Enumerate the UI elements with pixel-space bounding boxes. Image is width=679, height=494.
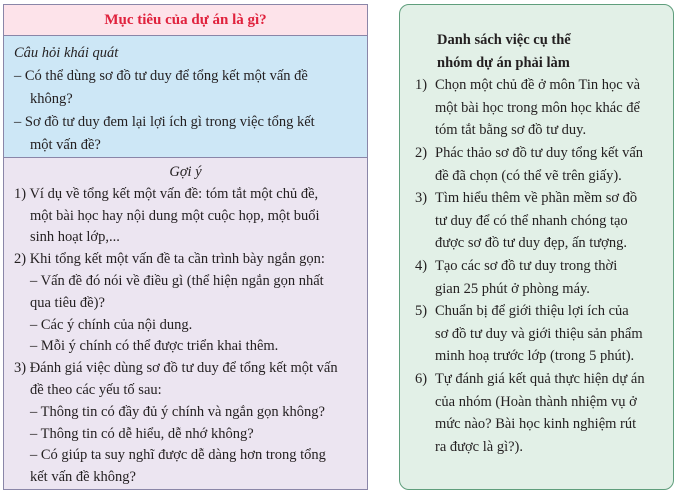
task-1-line-3: tóm tắt bằng sơ đồ tư duy. (435, 122, 587, 139)
question-2-line-1: – Sơ đồ tư duy đem lại lợi ích gì trong việc tổng kết (14, 114, 315, 130)
task-6-line-2: của nhóm (Hoàn thành nhiệm vụ ở (435, 393, 637, 410)
questions-heading: Câu hỏi khái quát (14, 45, 119, 61)
task-list-heading-line-1: Danh sách việc cụ thể (437, 32, 571, 48)
task-4-line-2: gian 25 phút ở phòng máy. (435, 280, 590, 297)
question-1-line-2: không? (30, 91, 73, 107)
task-item-number: 1) (415, 77, 428, 94)
task-item (415, 187, 663, 255)
hint-2-line-1: 2) Khi tổng kết một vấn đề ta cần trình bày ngắn gọn: (14, 251, 325, 268)
task-item-number: 6) (415, 370, 428, 387)
task-3-line-1: Tìm hiểu thêm về phần mềm sơ đồ (435, 190, 638, 207)
task-list-heading-line-2: nhóm dự án phải làm (437, 54, 570, 71)
hint-3-line-3: – Thông tin có đầy đủ ý chính và ngắn gọn không? (30, 403, 325, 420)
task-5-line-1: Chuẩn bị để giới thiệu lợi ích của (435, 303, 629, 320)
objectives-panel (3, 4, 368, 490)
task-item-number: 4) (415, 257, 428, 274)
hint-3-line-4: – Thông tin có dễ hiểu, dễ nhớ không? (30, 425, 254, 442)
task-1-line-2: một bài học trong môn học khác để (435, 99, 640, 116)
hint-3-line-6: kết vấn đề không? (30, 469, 136, 486)
objectives-title-box (4, 5, 367, 36)
hint-2-line-5: – Mỗi ý chính có thể được triển khai thêm. (30, 338, 279, 355)
hint-2-line-2: – Vấn đề đó nói về điều gì (thể hiện ngắn gọn nhất (30, 272, 324, 289)
task-4-line-1: Tạo các sơ đồ tư duy trong thời (435, 257, 618, 274)
task-5-line-3: minh hoạ trước lớp (trong 5 phút). (435, 348, 635, 365)
hint-2-line-3: qua tiêu đề)? (30, 294, 105, 311)
task-6-line-4: ra được là gì?). (435, 438, 523, 455)
task-3-line-3: được sơ đồ tư duy đẹp, ấn tượng. (435, 235, 627, 252)
objectives-title: Mục tiêu của dự án là gì? (104, 11, 267, 28)
task-item (415, 368, 663, 458)
hints-heading: Gợi ý (169, 164, 202, 180)
task-item (415, 255, 663, 300)
hint-3-line-2: đề theo các yếu tố sau: (30, 381, 162, 398)
hint-1-line-1: 1) Ví dụ về tổng kết một vấn đề: tóm tắt một chủ đề, (14, 185, 319, 202)
hint-1-line-3: sinh hoạt lớp,... (30, 229, 120, 246)
task-list-panel (399, 4, 674, 490)
task-item (415, 300, 663, 368)
task-item (415, 142, 663, 187)
task-item-number: 3) (415, 190, 428, 207)
hint-1-line-2: một bài học hay nội dung một cuộc họp, một buổi (30, 207, 320, 224)
task-2-line-1: Phác thảo sơ đồ tư duy tổng kết vấn (435, 144, 644, 161)
task-1-line-1: Chọn một chủ đề ở môn Tin học và (435, 77, 641, 94)
task-5-line-2: sơ đồ tư duy và giới thiệu sản phẩm (435, 325, 643, 342)
hint-3-line-1: 3) Đánh giá việc dùng sơ đồ tư duy để tổng kết một vấn (14, 360, 338, 377)
task-item-number: 2) (415, 144, 428, 161)
task-item (415, 74, 663, 142)
task-2-line-2: đề đã chọn (có thể vẽ trên giấy). (435, 167, 622, 184)
task-item-number: 5) (415, 303, 428, 320)
task-6-line-1: Tự đánh giá kết quả thực hiện dự án (435, 370, 645, 387)
question-1-line-1: – Có thể dùng sơ đồ tư duy để tổng kết một vấn đề (14, 68, 308, 84)
task-3-line-2: tư duy để có thể nhanh chóng tạo (435, 212, 628, 229)
hint-2-line-4: – Các ý chính của nội dung. (30, 316, 193, 333)
question-2-line-2: một vấn đề? (30, 137, 101, 153)
general-questions-box (4, 36, 367, 158)
hints-box (4, 158, 367, 489)
task-6-line-3: mức nào? Bài học kinh nghiệm rút (435, 416, 637, 433)
hint-3-line-5: – Có giúp ta suy nghĩ được dễ dàng hơn trong tổng (30, 447, 326, 464)
